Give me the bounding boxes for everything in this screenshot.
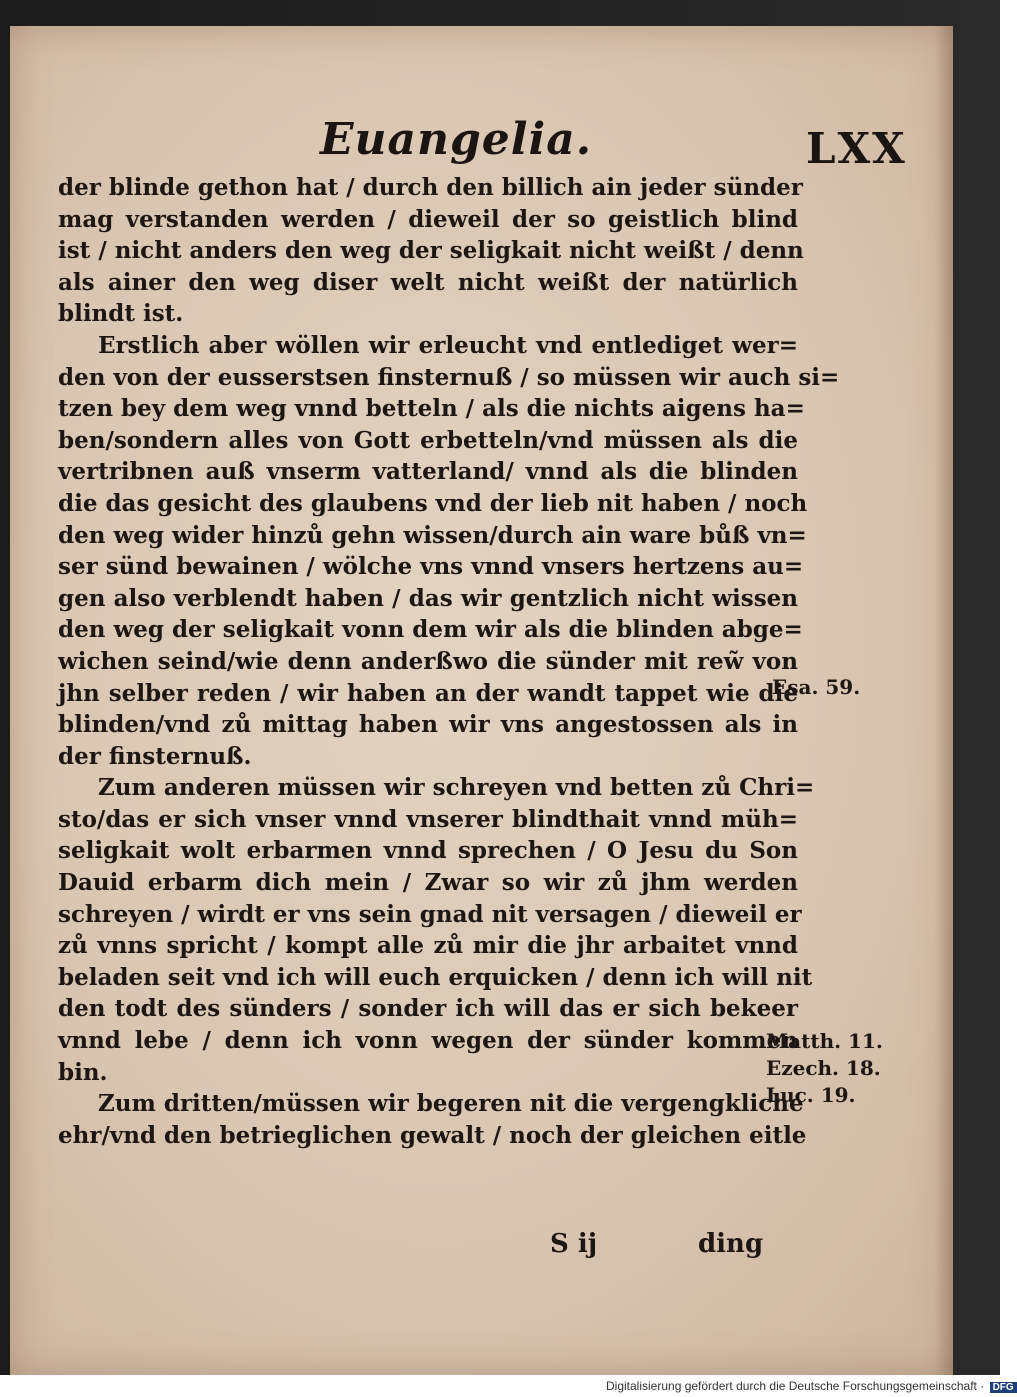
text-line: vnnd lebe / denn ich vonn wegen der sünder kommen [58,1027,798,1055]
text-line: den weg der seligkait vonn dem wir als die blinden abge= [58,616,803,644]
text-line: blinden/vnd zů mittag haben wir vns angestossen als in [58,711,798,739]
text-line: Dauid erbarm dich mein / Zwar so wir zů jhm werden [58,869,798,897]
text-line: der blinde gethon hat / durch den billich ain jeder sünder [58,174,803,201]
text-line: den todt des sünders / sonder ich will das er sich bekeer [58,995,798,1023]
catchword: ding [698,1229,764,1259]
book-page [10,26,953,1375]
text-line: beladen seit vnd ich will euch erquicken / denn ich will nit [58,963,813,991]
text-line: sto/das er sich vnser vnnd vnserer blindthait vnnd müh= [58,805,798,833]
text-line: Erstlich aber wöllen wir erleucht vnd entlediget wer= [98,331,798,359]
text-line: schreyen / wirdt er vns sein gnad nit versagen / dieweil er [58,900,802,928]
margin-note-matth: Matth. 11. [766,1029,883,1053]
text-line: Zum dritten/müssen wir begeren nit die vergengkliche [98,1090,804,1118]
text-line: ser sünd bewainen / wölche vns vnnd vnsers hertzens au= [58,553,804,581]
text-line: der finsternuß. [58,742,252,770]
text-line: blindt ist. [58,300,184,328]
dfg-logo-icon: DFG [990,1382,1017,1393]
text-line: jhn selber reden / wir haben an der wandt tappet wie die [58,679,798,707]
text-line: zů vnns spricht / kompt alle zů mir die jhr arbaitet vnnd [58,932,798,960]
text-line: den von der eusserstsen finsternuß / so müssen wir auch si= [58,363,840,391]
text-line: die das gesicht des glaubens vnd der lieb nit haben / noch [58,489,808,517]
text-line: den weg wider hinzů gehn wissen/durch ain ware bůß vn= [58,521,807,549]
text-line: ben/sondern alles von Gott erbetteln/vnd müssen als die [58,426,798,454]
text-line: seligkait wolt erbarmen vnnd sprechen / O Jesu du Son [58,837,798,865]
folio-number: LXX [806,124,907,173]
text-line: ehr/vnd den betrieglichen gewalt / noch der gleichen eitle [58,1121,807,1149]
text-line: gen also verblendt haben / das wir gentzlich nicht wissen [58,584,798,612]
text-line: tzen bey dem weg vnnd betteln / als die nichts aigens ha= [58,395,805,423]
signature-mark: S ij [550,1229,598,1259]
margin-note-luc: Luc. 19. [766,1083,856,1107]
margin-note-esa: Esa. 59. [772,675,861,699]
text-line: vertribnen auß vnserm vatterland/ vnnd als die blinden [58,458,798,486]
credit-text: Digitalisierung gefördert durch die Deutsche Forschungsgemeinschaft [606,1379,977,1393]
text-line: als ainer den weg diser welt nicht weißt der natürlich [58,268,798,296]
text-line: bin. [58,1058,108,1086]
margin-note-ezech: Ezech. 18. [766,1056,881,1080]
text-line: wichen seind/wie denn anderßwo die sünder mit rew̃ von [58,647,798,675]
text-line: ist / nicht anders den weg der seligkait nicht weißt / denn [58,237,804,265]
digitization-credit: Digitalisierung gefördert durch die Deutsche Forschungsgemeinschaft · DFG [606,1379,1017,1393]
text-line: mag verstanden werden / dieweil der so geistlich blind [58,205,798,233]
text-line: Zum anderen müssen wir schreyen vnd betten zů Chri= [98,774,815,802]
running-head: Euangelia. [320,114,593,165]
